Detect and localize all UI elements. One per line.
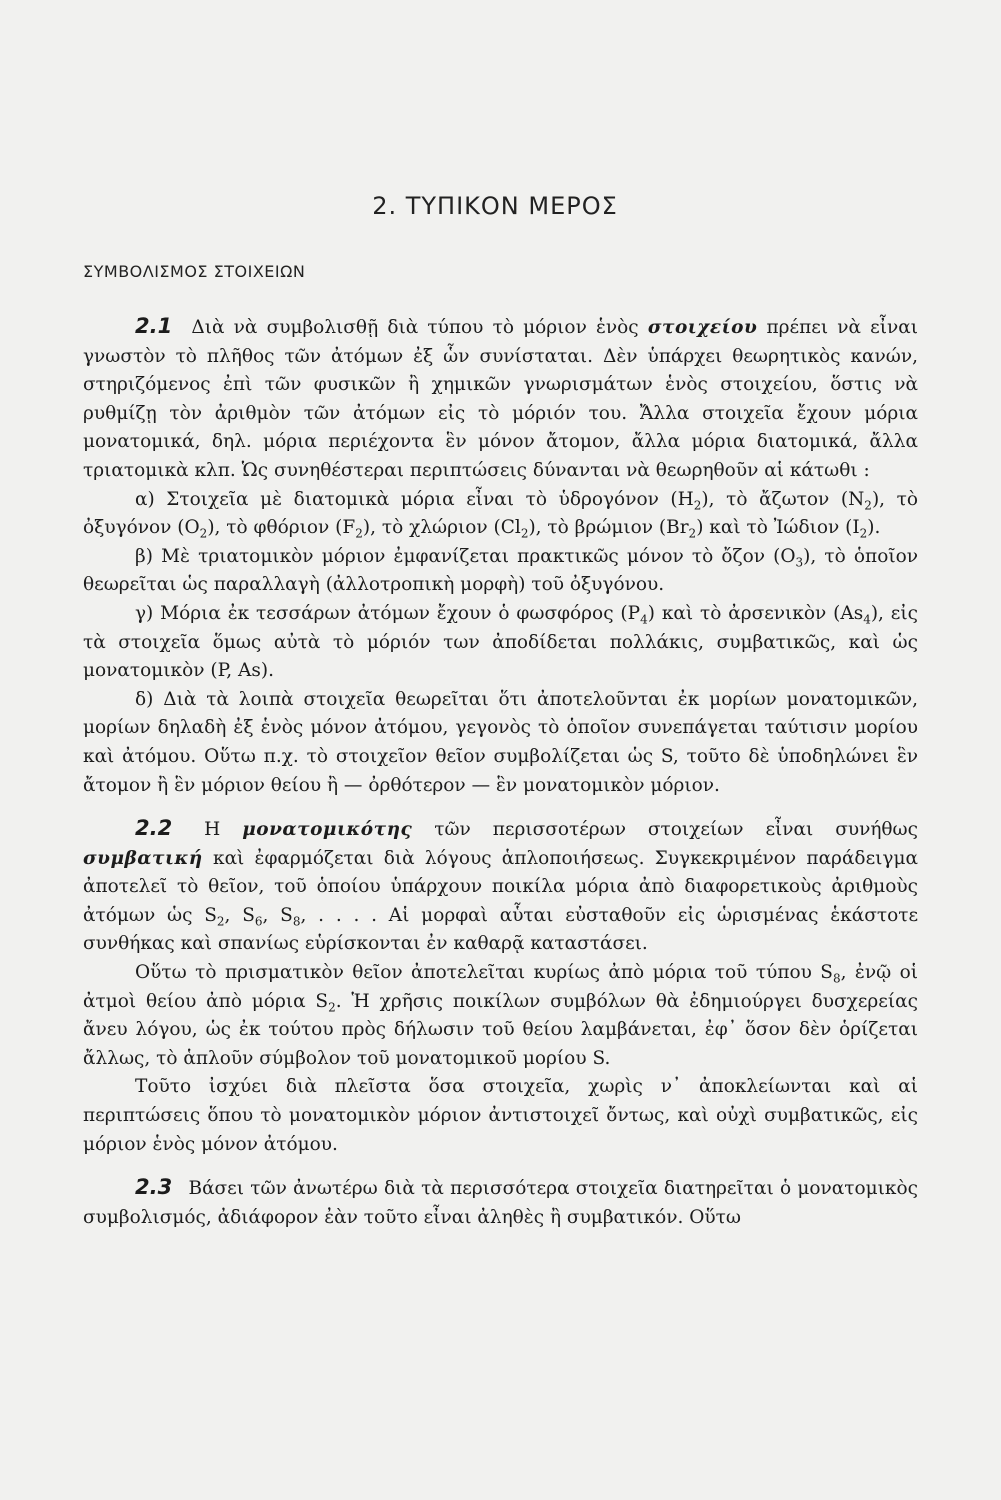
subscript: 8 (292, 914, 301, 929)
paragraph-2-2-text: , S (224, 904, 255, 926)
paragraph-2-1-text-a: Διὰ νὰ συμβολισθῇ διὰ τύπου τὸ μόριον ἑνὸς (191, 317, 639, 338)
paragraph-2-2 (83, 814, 918, 959)
subscript: 2 (216, 914, 225, 929)
paragraph-validity: Τοῦτο ἰσχύει διὰ πλεῖστα ὅσα στοιχεῖα, χωρὶς ν᾿ ἀποκλείωνται καὶ αἱ περιπτώσεις ὅπου τὸ μονατομικὸν μόριον ἀντιστοιχεῖ ὄντως, καὶ οὐχὶ συμβατικῶς, εἰς μόριον ἑνὸς μόνον ἀτόμου. (83, 1076, 918, 1155)
item-alpha-text: ), τὸ ὀξυγόνον (O (83, 488, 918, 539)
subscript: 2 (864, 498, 872, 513)
item-alpha-text: ), τὸ ἄζωτον (N (701, 488, 865, 510)
subscript: 2 (693, 498, 702, 513)
subscript: 2 (199, 526, 208, 541)
paragraph-2-2-text: , S (262, 904, 293, 926)
item-alpha-text: ), τὸ χλώριον (Cl (362, 517, 521, 539)
item-gamma (83, 600, 918, 686)
subscript: 8 (832, 971, 841, 986)
item-alpha (83, 486, 918, 543)
item-alpha-text: ), τὸ βρώμιον (Br (528, 517, 689, 539)
subscript: 2 (328, 1000, 336, 1015)
section-number-2-3: 2.3 (135, 1175, 173, 1200)
item-alpha-text: α) Στοιχεῖα μὲ διατομικὰ μόρια εἶναι τὸ ὑδρογόνον (H (135, 488, 694, 510)
paragraph-2-2-text: καὶ ἐφαρμόζεται διὰ λόγους ἁπλοποιήσεως. Συγκεκριμένον παράδειγμα ἀποτελεῖ τὸ θεῖον, τοῦ ὁποίου ὑπάρχουν ποικίλα μόρια ἀπὸ διαφορετικοὺς ἀριθμοὺς ἀτόμων ὡς S (83, 847, 918, 926)
paragraph-prismatic-sulfur (83, 959, 918, 1073)
subscript: 2 (520, 526, 529, 541)
item-gamma-text: γ) Μόρια ἐκ τεσσάρων ἀτόμων ἔχουν ὁ φωσφόρος (P (135, 602, 641, 624)
section-number-2-2: 2.2 (135, 816, 173, 841)
paragraph-prism-text: , ἐνῷ οἱ ἀτμοὶ θείου ἀπὸ μόρια S (83, 962, 918, 1012)
item-alpha-text: ). (867, 517, 881, 539)
item-alpha-text: ), τὸ φθόριον (F (207, 517, 356, 539)
subscript: 4 (863, 612, 871, 627)
paragraph-2-1 (83, 312, 918, 486)
paragraph-2-3-text: Βάσει τῶν ἀνωτέρω διὰ τὰ περισσότερα στοιχεῖα διατηρεῖται ὁ μονατομικὸς συμβολισμός, ἀδιάφορον ἐὰν τοῦτο εἶναι ἀληθὲς ἢ συμβατικόν. Οὕτω (83, 1178, 918, 1228)
item-beta (83, 543, 918, 600)
subscript: 2 (859, 526, 868, 541)
subscript: 6 (254, 914, 263, 929)
subscript: 4 (640, 612, 648, 627)
paragraph-2-1-text-b: πρέπει νὰ εἶναι γνωστὸν τὸ πλῆθος τῶν ἀτόμων ἐξ ὧν συνίσταται. Δὲν ὑπάρχει θεωρητικὸς κανών, στηριζόμενος ἐπὶ τῶν φυσικῶν ἢ χημικῶν γνωρισμάτων ἑνὸς στοιχείου, ὅστις νὰ ρυθμίζῃ τὸν ἀριθμὸν τῶν ἀτόμων εἰς τὸ μόριόν του. Ἄλλα στοιχεῖα ἔχουν μόρια μονατομικά, δηλ. μόρια περιέχοντα ἓν μόνον ἄτομον, ἄλλα μόρια διατομικά, ἄλλα τριατομικὰ κλπ. Ὡς συνηθέστεραι περιπτώσεις δύνανται νὰ θεωρηθοῦν αἱ κάτωθι : (83, 317, 919, 481)
body-text (83, 312, 918, 1232)
emphasis-symvatiki: συμβατική (83, 847, 203, 869)
subscript: 3 (795, 555, 804, 570)
subscript: 2 (688, 526, 697, 541)
item-beta-text: β) Μὲ τριατομικὸν μόριον ἐμφανίζεται πρακτικῶς μόνον τὸ ὄζον (O (135, 545, 796, 567)
section-title: ΣΥΜΒΟΛΙΣΜΟΣ ΣΤΟΙΧΕΙΩΝ (83, 262, 306, 281)
subscript: 2 (355, 526, 363, 541)
item-gamma-text: ) καὶ τὸ ἀρσενικὸν (As (647, 602, 864, 624)
emphasis-stoicheiou: στοιχείου (647, 317, 758, 338)
item-beta-text: ), τὸ ὁποῖον θεωρεῖται ὡς παραλλαγὴ (ἀλλοτροπικὴ μορφὴ) τοῦ ὀξυγόνου. (83, 545, 918, 596)
paragraph-2-3 (83, 1173, 918, 1232)
item-gamma-text: ), εἰς τὰ στοιχεῖα ὅμως αὐτὰ τὸ μόριόν των ἀποδίδεται πολλάκις, συμβατικῶς, καὶ ὡς μονατομικὸν (P, As). (83, 602, 919, 682)
paragraph-2-2-text: , . . . . Αἱ μορφαὶ αὗται εὐσταθοῦν εἰς ὡρισμένας ἑκάστοτε συνθήκας καὶ σπανίως εὑρίσκονται ἐν καθαρᾷ καταστάσει. (83, 904, 919, 955)
section-number-2-1: 2.1 (135, 314, 173, 338)
item-alpha-text: ) καὶ τὸ Ἰώδιον (I (696, 517, 860, 539)
paragraph-prism-text: . Ἡ χρῆσις ποικίλων συμβόλων θὰ ἐδημιούργει δυσχερείας ἄνευ λόγου, ὡς ἐκ τούτου πρὸς δήλωσιν τοῦ θείου λαμβάνεται, ἐφ᾿ ὅσον δὲν ὁρίζεται ἄλλως, τὸ ἁπλοῦν σύμβολον τοῦ μονατομικοῦ μορίου S. (83, 990, 918, 1069)
paragraph-2-2-text: τῶν περισσοτέρων στοιχείων εἶναι συνήθως (434, 819, 918, 841)
item-delta: δ) Διὰ τὰ λοιπὰ στοιχεῖα θεωρεῖται ὅτι ἀποτελοῦνται ἐκ μορίων μονατομικῶν, μορίων δηλαδὴ ἐξ ἑνὸς μόνον ἀτόμου, γεγονὸς τὸ ὁποῖον συνεπάγεται ταύτισιν μορίου καὶ ἀτόμου. Οὕτω π.χ. τὸ στοιχεῖον θεῖον συμβολίζεται ὡς S, τοῦτο δὲ ὑποδηλώνει ἓν ἄτομον ἢ ἓν μόριον θείου ἢ — ὀρθότερον — ἓν μονατομικὸν μόριον. (83, 688, 918, 796)
paragraph-prism-text: Οὕτω τὸ πρισματικὸν θεῖον ἀποτελεῖται κυρίως ἀπὸ μόρια τοῦ τύπου S (135, 962, 833, 984)
emphasis-monatomikotis: μονατομικότης (242, 819, 413, 841)
chapter-title: 2. ΤΥΠΙΚΟΝ ΜΕΡΟΣ (372, 192, 618, 220)
paragraph-2-2-text: Η (204, 819, 221, 841)
